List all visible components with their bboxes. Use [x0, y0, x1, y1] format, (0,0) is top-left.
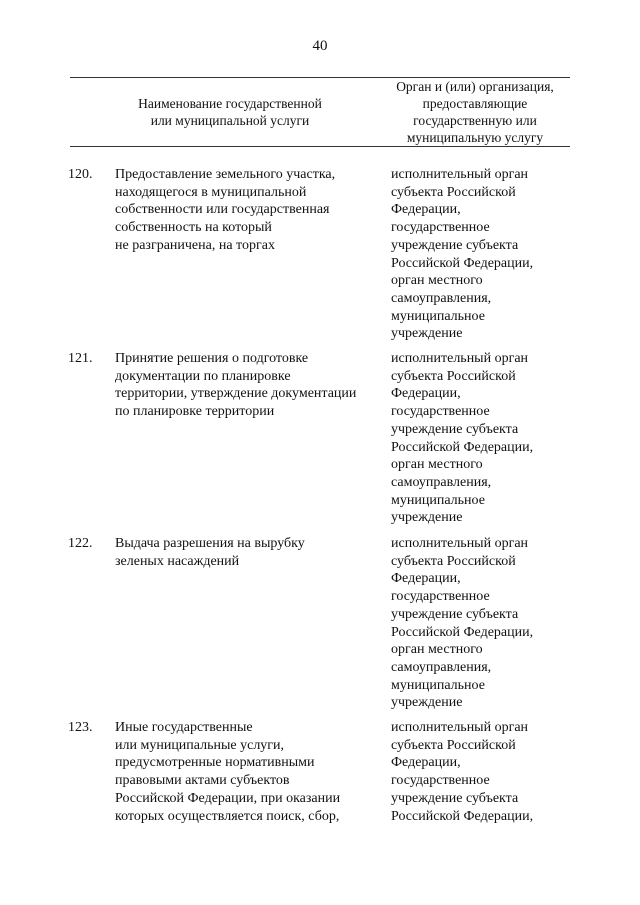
provider-line: учреждение субъекта: [391, 606, 519, 622]
service-line: Принятие решения о подготовке: [115, 351, 309, 366]
provider-line: орган местного: [391, 457, 483, 473]
provider-name: [391, 350, 581, 527]
service-line: Иные государственные: [115, 720, 253, 735]
service-line: или муниципальные услуги,: [115, 737, 285, 753]
provider-name: [391, 535, 581, 712]
column-header-provider: [375, 78, 575, 146]
provider-line: субъекта Российской: [391, 737, 516, 753]
service-name: [115, 535, 377, 570]
column-header-service: [110, 95, 350, 129]
service-line: по планировке территории: [115, 404, 275, 420]
service-line: находящегося в муниципальной: [115, 184, 307, 200]
service-line: правовыми актами субъектов: [115, 773, 290, 789]
column-header-provider-line: муниципальную услугу: [406, 130, 544, 145]
provider-line: муниципальное: [391, 308, 485, 324]
column-header-provider-line: предоставляющие: [422, 96, 528, 111]
service-line: территории, утверждение документации: [115, 386, 357, 402]
provider-line: исполнительный орган: [391, 167, 529, 182]
column-header-service-line: или муниципальной услуги: [150, 113, 310, 128]
service-name: [115, 719, 377, 825]
provider-line: самоуправления,: [391, 290, 492, 306]
service-line: предусмотренные нормативными: [115, 755, 315, 771]
provider-line: Российской Федерации,: [391, 255, 534, 271]
service-line: документации по планировке: [115, 368, 291, 384]
provider-line: исполнительный орган: [391, 351, 529, 366]
service-line: зеленых насаждений: [115, 553, 240, 569]
provider-line: Российской Федерации,: [391, 439, 534, 455]
provider-line: самоуправления,: [391, 659, 492, 675]
provider-line: Федерации,: [391, 571, 461, 587]
column-header-service-line: Наименование государственной: [138, 96, 322, 111]
column-header-provider-line: Орган и (или) организация,: [396, 79, 554, 94]
row-number: 121.: [68, 351, 93, 366]
row-number: 120.: [68, 167, 93, 182]
provider-line: учреждение субъекта: [391, 237, 519, 253]
service-line: собственности или государственная: [115, 202, 330, 218]
provider-line: учреждение: [391, 510, 463, 526]
provider-line: муниципальное: [391, 677, 485, 693]
provider-line: Российской Федерации,: [391, 624, 534, 640]
service-line: не разграничена, на торгах: [115, 237, 275, 253]
service-line: собственность на который: [115, 220, 272, 236]
service-line: Предоставление земельного участка,: [115, 167, 336, 182]
provider-line: орган местного: [391, 642, 483, 658]
provider-name: [391, 719, 581, 825]
row-number: 122.: [68, 536, 93, 551]
provider-line: самоуправления,: [391, 474, 492, 490]
provider-line: государственное: [391, 404, 490, 420]
provider-line: Федерации,: [391, 755, 461, 771]
provider-line: учреждение субъекта: [391, 790, 519, 806]
provider-line: государственное: [391, 220, 490, 236]
page-number: 40: [312, 38, 328, 54]
provider-line: субъекта Российской: [391, 184, 516, 200]
service-line: Российской Федерации, при оказании: [115, 790, 341, 806]
provider-line: исполнительный орган: [391, 536, 529, 551]
table-header-bottom-rule: [70, 146, 570, 147]
row-number: 123.: [68, 720, 93, 735]
provider-line: учреждение субъекта: [391, 421, 519, 437]
service-line: которых осуществляется поиск, сбор,: [115, 808, 340, 824]
provider-line: Российской Федерации,: [391, 808, 534, 824]
provider-line: государственное: [391, 589, 490, 605]
provider-line: субъекта Российской: [391, 368, 516, 384]
column-header-provider-line: государственную или: [413, 113, 537, 128]
provider-line: учреждение: [391, 326, 463, 342]
provider-line: орган местного: [391, 273, 483, 289]
provider-line: учреждение: [391, 695, 463, 711]
provider-line: субъекта Российской: [391, 553, 516, 569]
provider-line: исполнительный орган: [391, 720, 529, 735]
provider-line: муниципальное: [391, 492, 485, 508]
provider-line: государственное: [391, 773, 490, 789]
service-name: [115, 350, 377, 421]
service-name: [115, 166, 377, 255]
service-line: Выдача разрешения на вырубку: [115, 536, 305, 551]
provider-name: [391, 166, 581, 343]
provider-line: Федерации,: [391, 202, 461, 218]
provider-line: Федерации,: [391, 386, 461, 402]
